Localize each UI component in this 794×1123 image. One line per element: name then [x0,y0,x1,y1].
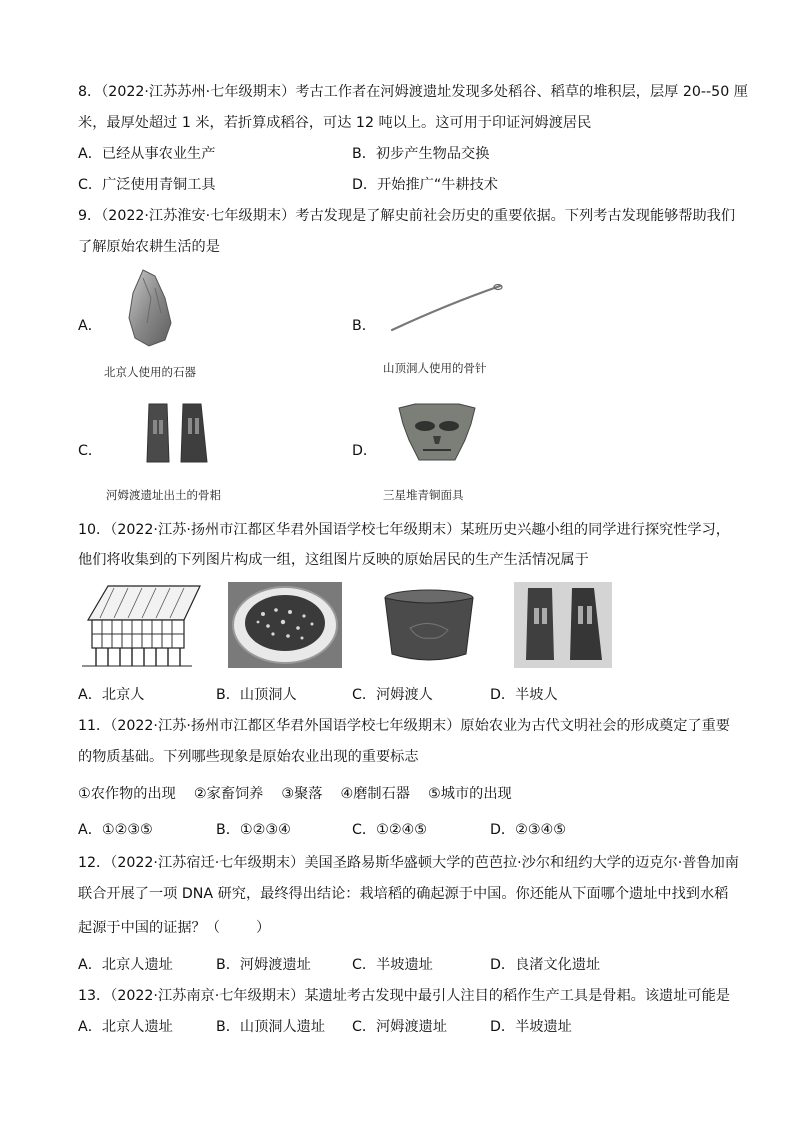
q13-option-c[interactable]: C．河姆渡遗址 [352,1019,448,1035]
q12-option-c[interactable]: C．半坡遗址 [352,957,433,973]
q9-option-d-caption: 三星堆青铜面具 [383,488,464,502]
bone-spade-photo-image [514,582,612,668]
q9-option-c-caption: 河姆渡遗址出土的骨耜 [106,488,221,502]
q13-option-d[interactable]: D．半坡遗址 [490,1019,572,1035]
q10-option-d[interactable]: D．半坡人 [490,687,558,703]
q10-option-c[interactable]: C．河姆渡人 [352,687,433,703]
q9-option-a-letter[interactable]: A． [78,318,102,334]
q13-option-b[interactable]: B．山顶洞人遗址 [216,1019,326,1035]
q8-stem-line1: 8．（2022·江苏苏州·七年级期末）考古工作者在河姆渡遗址发现多处稻谷、稻草的堆积层，层厚 20--50 厘 [78,84,748,100]
q11-option-d[interactable]: D．②③④⑤ [490,822,566,838]
q9-option-c-letter[interactable]: C． [78,443,103,459]
q10-stem-line1: 10．（2022·江苏·扬州市江都区华君外国语学校七年级期末）某班历史兴趣小组的同学进行探究性学习， [78,522,730,538]
q8-option-c[interactable]: C．广泛使用青铜工具 [78,177,216,193]
stone-tool-image [125,268,175,348]
bone-spade-image [143,400,211,466]
q10-stem-line2: 他们将收集到的下列图片构成一组，这组图片反映的原始居民的生产生活情况属于 [78,552,589,568]
q12-option-d[interactable]: D．良渚文化遗址 [490,957,601,973]
q9-stem-line1: 9．（2022·江苏淮安·七年级期末）考古发现是了解史前社会历史的重要依据。下列考古发现能够帮助我们 [78,208,736,224]
q11-stem-line1: 11．（2022·江苏·扬州市江都区华君外国语学校七年级期末）原始农业为古代文明社会的形成奠定了重要 [78,718,730,734]
black-pottery-image [380,588,478,664]
stilt-house-image [78,580,208,670]
q8-stem-line2: 米，最厚处超过 1 米，若折算成稻谷，可达 12 吨以上。这可用于印证河姆渡居民 [78,115,592,131]
q12-option-a[interactable]: A．北京人遗址 [78,957,173,973]
bone-needle-image [388,282,506,334]
q9-stem-line2: 了解原始农耕生活的是 [78,239,220,255]
q13-option-a[interactable]: A．北京人遗址 [78,1019,173,1035]
q13-stem-line1: 13．（2022·江苏南京·七年级期末）某遗址考古发现中最引人注目的稻作生产工具是骨耜。该遗址可能是 [78,988,730,1004]
q12-option-b[interactable]: B．河姆渡遗址 [216,957,311,973]
q8-option-a[interactable]: A．已经从事农业生产 [78,146,216,162]
q8-option-d[interactable]: D．开始推广“牛耕技术 [352,177,498,193]
q12-stem-line2: 联合开展了一项 DNA 研究，最终得出结论：栽培稻的确起源于中国。你还能从下面哪个遗址中找到水稻 [78,886,729,902]
q10-option-a[interactable]: A．北京人 [78,687,145,703]
q8-option-b[interactable]: B．初步产生物品交换 [352,146,490,162]
q9-option-b-letter[interactable]: B． [352,318,376,334]
q9-option-a-caption: 北京人使用的石器 [104,365,196,379]
q12-stem-line3: 起源于中国的证据？（ ） [78,920,271,936]
q11-option-b[interactable]: B．①②③④ [216,822,291,838]
q9-option-d-letter[interactable]: D． [352,443,378,459]
q10-option-b[interactable]: B．山顶洞人 [216,687,297,703]
q11-stem-line2: 的物质基础。下列哪些现象是原始农业出现的重要标志 [78,749,419,765]
bronze-mask-image [395,400,479,466]
q11-option-a[interactable]: A．①②③⑤ [78,822,153,838]
q12-stem-line1: 12．（2022·江苏宿迁·七年级期末）美国圣路易斯华盛顿大学的芭芭拉·沙尔和纽约大学的迈克尔·普鲁加南 [78,855,739,871]
rice-grains-image [228,582,342,668]
q11-option-c[interactable]: C．①②④⑤ [352,822,427,838]
q11-items: ①农作物的出现 ②家畜饲养 ③聚落 ④磨制石器 ⑤城市的出现 [78,786,512,802]
q9-option-b-caption: 山顶洞人使用的骨针 [383,361,487,375]
